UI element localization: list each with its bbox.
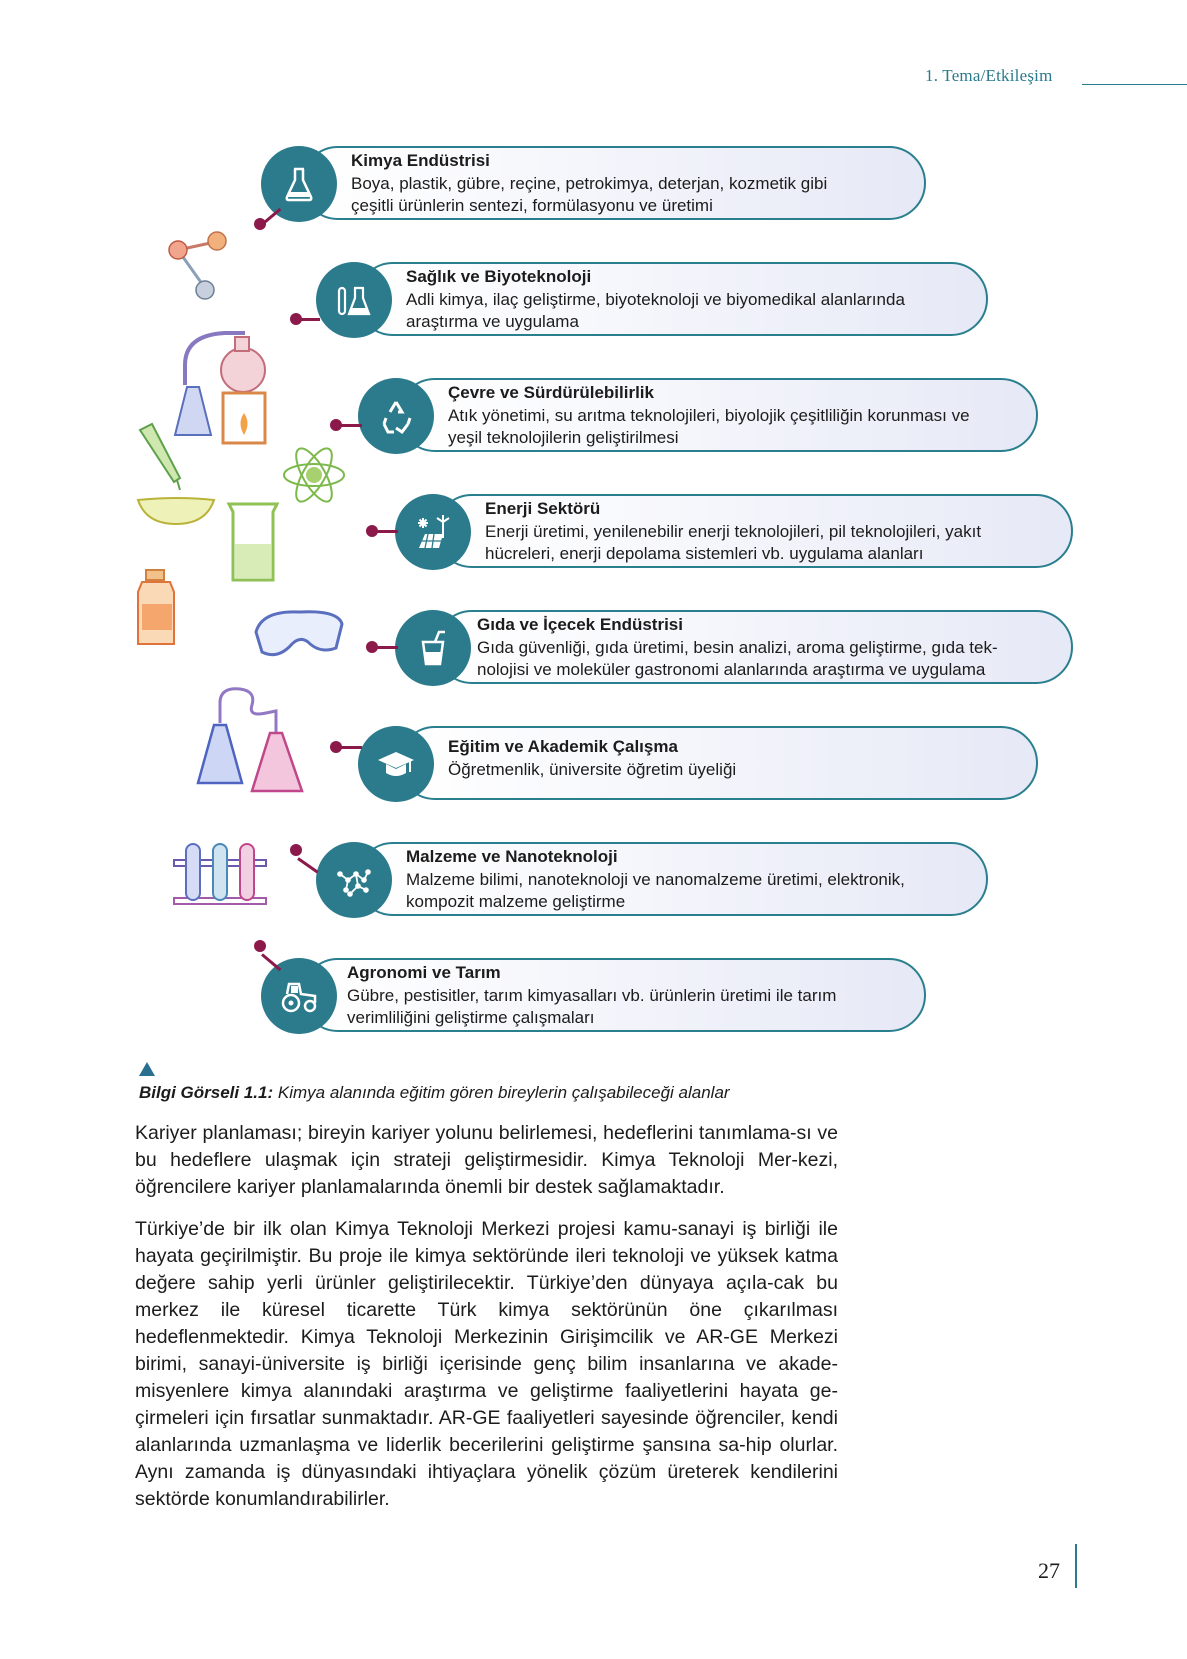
- connected-flasks-illustration: [190, 683, 310, 798]
- field-title: Eğitim ve Akademik Çalışma: [448, 737, 678, 756]
- page-number-rule: [1075, 1544, 1077, 1588]
- flask-icon: [261, 146, 337, 222]
- page-number: 27: [1038, 1558, 1060, 1583]
- field-description-line: çeşitli ürünlerin sentezi, formülasyonu ve üretimi: [351, 196, 713, 215]
- caption-label: Bilgi Görseli 1.1:: [139, 1083, 274, 1102]
- nanostructure-icon: [316, 842, 392, 918]
- connector-dot: [290, 313, 302, 325]
- atom-illustration: [278, 440, 350, 510]
- field-description-line: Gıda güvenliği, gıda üretimi, besin analizi, aroma geliştirme, gıda tek-: [477, 637, 998, 657]
- field-kimya-endustrisi: [261, 146, 926, 220]
- field-malzeme-nanoteknoloji: [316, 842, 988, 916]
- figure-caption: [139, 1083, 730, 1103]
- caption-text: Kimya alanında eğitim gören bireylerin çalışabileceği alanlar: [273, 1083, 730, 1102]
- connector-dot: [330, 741, 342, 753]
- field-description-line: Gübre, pestisitler, tarım kimyasalları vb. ürünlerin üretimi ile tarım: [347, 985, 837, 1005]
- field-description-line: nolojisi ve moleküler gastronomi alanlarında araştırma ve uygulama: [477, 660, 986, 679]
- connector-dot: [330, 419, 342, 431]
- field-title: Çevre ve Sürdürülebilirlik: [448, 383, 654, 402]
- safety-goggles-illustration: [252, 602, 347, 662]
- field-title: Kimya Endüstrisi: [351, 151, 490, 170]
- bottle-illustration: [132, 568, 182, 648]
- field-description-line: Enerji üretimi, yenilenebilir enerji teknolojileri, pil teknolojileri, yakıt: [485, 521, 982, 541]
- field-description-line: Atık yönetimi, su arıtma teknolojileri, biyolojik çeşitliliğin korunması ve: [448, 405, 970, 425]
- field-description-line: kompozit malzeme geliştirme: [406, 892, 626, 911]
- field-cevre-surdurulebilirlik: [358, 378, 1038, 452]
- graduation-cap-icon: [358, 726, 434, 802]
- field-description-line: araştırma ve uygulama: [406, 312, 579, 331]
- field-agronomi-tarim: [261, 958, 926, 1032]
- field-connector: [376, 530, 398, 533]
- connector-dot: [254, 218, 266, 230]
- field-connector: [340, 746, 362, 749]
- field-description-line: yeşil teknolojilerin geliştirilmesi: [448, 428, 679, 447]
- connector-dot: [290, 844, 302, 856]
- field-description-line: Boya, plastik, gübre, reçine, petrokimya, deterjan, kozmetik gibi: [351, 173, 828, 193]
- field-title: Agronomi ve Tarım: [347, 963, 501, 982]
- field-description-line: Adli kimya, ilaç geliştirme, biyoteknoloji ve biyomedikal alanlarında: [406, 289, 905, 309]
- solar-wind-icon: [395, 494, 471, 570]
- field-title: Malzeme ve Nanoteknoloji: [406, 847, 618, 866]
- field-gida-icecek: [395, 610, 1073, 684]
- field-title: Sağlık ve Biyoteknoloji: [406, 267, 592, 286]
- beaker-illustration: [223, 500, 285, 585]
- recycle-icon: [358, 378, 434, 454]
- field-description-line: Malzeme bilimi, nanoteknoloji ve nanomalzeme üretimi, elektronik,: [406, 869, 905, 889]
- field-connector: [376, 646, 398, 649]
- field-description-line: Öğretmenlik, üniversite öğretim üyeliği: [448, 759, 737, 779]
- field-enerji-sektoru: [395, 494, 1073, 568]
- lab-glassware-icon: [316, 262, 392, 338]
- connector-dot: [366, 525, 378, 537]
- field-title: Gıda ve İçecek Endüstrisi: [477, 615, 683, 634]
- test-tube-rack-illustration: [170, 840, 270, 912]
- connector-dot: [366, 641, 378, 653]
- field-egitim-akademik: [358, 726, 1038, 800]
- molecule-model-illustration: [160, 228, 240, 308]
- header-rule: [1082, 84, 1187, 85]
- field-connector: [340, 424, 362, 427]
- tractor-icon: [261, 958, 337, 1034]
- caption-marker-icon: [139, 1062, 155, 1076]
- field-title: Enerji Sektörü: [485, 499, 601, 518]
- connector-dot: [254, 940, 266, 952]
- body-paragraph: Kariyer planlaması; bireyin kariyer yolunu belirlemesi, hedeflerini tanımlama-sı ve bu hedeflere ulaşmak için strateji geliştirmesidir. Kimya Teknoloji Mer-kezi, öğrencilere kariyer planlamalarında önemli bir destek sağlamaktadır.: [135, 1122, 838, 1198]
- field-description-line: verimliliğini geliştirme çalışmaları: [347, 1008, 595, 1027]
- header-section-title: 1. Tema/Etkileşim: [925, 66, 1053, 85]
- pipette-bowl-illustration: [132, 420, 222, 530]
- field-saglik-biyoteknoloji: [316, 262, 988, 336]
- body-paragraph: Türkiye’de bir ilk olan Kimya Teknoloji Merkezi projesi kamu-sanayi iş birliği ile hayata geçirilmiştir. Bu proje ile kimya sektöründe ileri teknoloji ve yüksek katma değere sahip yerli ürünler geliştirilecektir. Türkiye’den dünyaya açıla-cak bu merkez ile küresel ticarette Türk kimya sektörünün öne çıkarılması hedeflenmektedir. Kimya Teknoloji Merkezinin Girişimcilik ve AR-GE Merkezi birimi, sanayi-üniversite iş birliği içerisinde genç bilim insanlarına ve akade-misyenlere kimya alanındaki araştırma ve geliştirme faaliyetlerini hayata ge-çirmeleri için fırsatlar sunmaktadır. AR-GE faaliyetleri sayesinde öğrenciler, kendi alanlarında uzmanlaşma ve liderlik becerilerini geliştirme şansına sa-hip olurlar. Aynı zamanda iş dünyasındaki ihtiyaçlara yönelik çözüm üreterek kendilerini sektörde konumlandırabilirler.: [135, 1218, 838, 1510]
- field-description-line: hücreleri, enerji depolama sistemleri vb. uygulama alanları: [485, 544, 924, 563]
- drink-cup-icon: [395, 610, 471, 686]
